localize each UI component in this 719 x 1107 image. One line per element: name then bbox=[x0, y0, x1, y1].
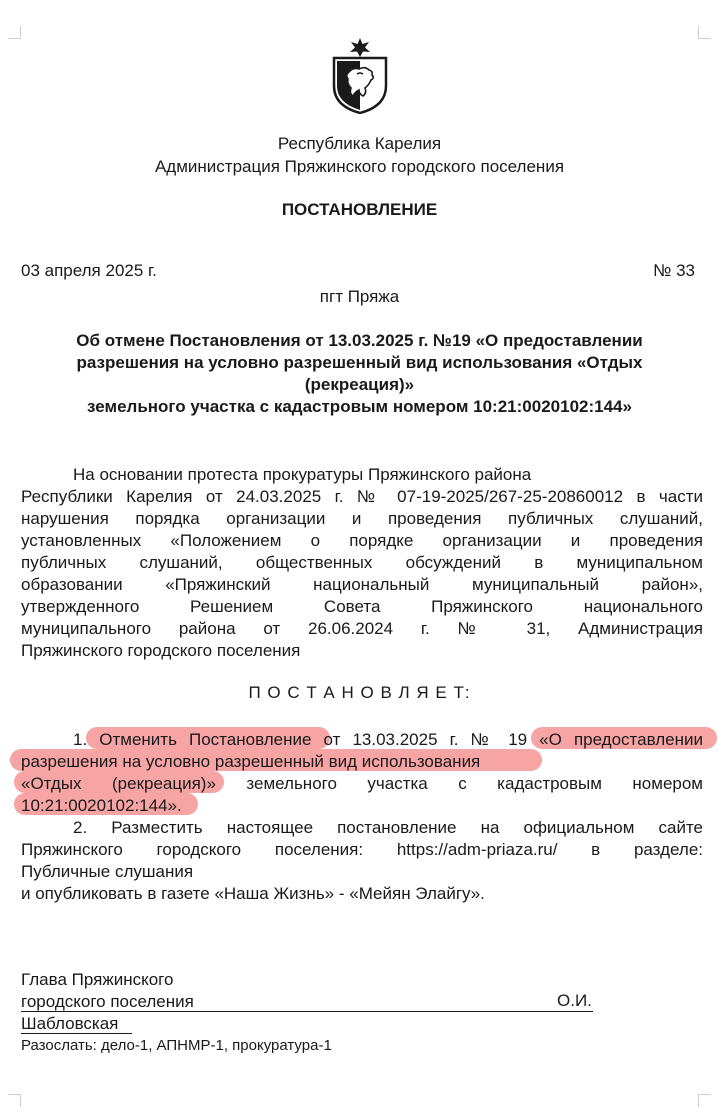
item2-line: и опубликовать в газете «Наша Жизнь» - «Мейян Элайгу». bbox=[21, 884, 485, 903]
preamble-line: публичных слушаний, общественных обсуждений в муниципальном bbox=[21, 553, 703, 572]
crop-mark-top-right bbox=[698, 26, 711, 39]
signature-initials: О.И. bbox=[557, 991, 592, 1010]
administration-name: Администрация Пряжинского городского поселения bbox=[154, 157, 565, 176]
signature-title: Глава Пряжинского bbox=[21, 970, 174, 989]
signature-surname: Шабловская bbox=[21, 1014, 119, 1033]
crop-mark-bottom-right bbox=[698, 1094, 711, 1107]
distribution-list: Разослать: дело-1, АПНМР-1, прокуратура-1 bbox=[21, 1037, 332, 1054]
preamble-line: установленных «Положением о порядке организации и проведения bbox=[21, 531, 703, 550]
document-number: № 33 bbox=[653, 261, 695, 280]
surname-underline bbox=[21, 1033, 132, 1034]
document-place: пгт Пряжа bbox=[319, 287, 400, 306]
item2-line: Пряжинского городского поселения: https://adm-priaza.ru/ в разделе: bbox=[21, 840, 703, 859]
preamble-line: муниципального района от 26.06.2024 г. № 31, Администрация bbox=[21, 619, 703, 638]
coat-of-arms-emblem bbox=[329, 38, 391, 114]
signature-title: городского поселения bbox=[21, 992, 194, 1011]
preamble-line: Пряжинского городского поселения bbox=[21, 641, 301, 660]
item2-line: Публичные слушания bbox=[21, 862, 194, 881]
item1-line: «Отдых (рекреация)» земельного участка с кадастровым номером bbox=[21, 774, 703, 793]
title-line: Об отмене Постановления от 13.03.2025 г. №19 «О предоставлении bbox=[76, 331, 643, 350]
crop-mark-bottom-left bbox=[8, 1094, 21, 1107]
decree-heading: П О С Т А Н О В Л Я Е Т: bbox=[248, 683, 471, 702]
item1-line: 10:21:0020102:144». bbox=[21, 796, 182, 815]
item1-line: 1. Отменить Постановление от 13.03.2025 г. № 19 «О предоставлении bbox=[73, 730, 703, 749]
item2-line: 2. Разместить настоящее постановление на официальном сайте bbox=[73, 818, 703, 837]
republic-name: Республика Карелия bbox=[277, 134, 442, 153]
preamble-line: образовании «Пряжинский национальный муниципальный район», bbox=[21, 575, 703, 594]
signature-underline bbox=[21, 1011, 593, 1012]
document-date: 03 апреля 2025 г. bbox=[21, 261, 157, 280]
preamble-line: Республики Карелия от 24.03.2025 г. № 07-19-2025/267-25-20860012 в части bbox=[21, 487, 703, 506]
title-line: разрешения на условно разрешенный вид использования «Отдых bbox=[76, 353, 643, 372]
crop-mark-top-left bbox=[8, 26, 21, 39]
preamble-line: утвержденного Решением Совета Пряжинского национального bbox=[21, 597, 703, 616]
document-type: ПОСТАНОВЛЕНИЕ bbox=[281, 200, 438, 219]
preamble-line: нарушения порядка организации и проведения публичных слушаний, bbox=[21, 509, 703, 528]
item1-line: разрешения на условно разрешенный вид использования bbox=[21, 752, 481, 771]
title-line: (рекреация)» bbox=[304, 375, 415, 394]
preamble-line: На основании протеста прокуратуры Пряжинского района bbox=[73, 465, 532, 484]
title-line: земельного участка с кадастровым номером 10:21:0020102:144» bbox=[87, 397, 632, 416]
